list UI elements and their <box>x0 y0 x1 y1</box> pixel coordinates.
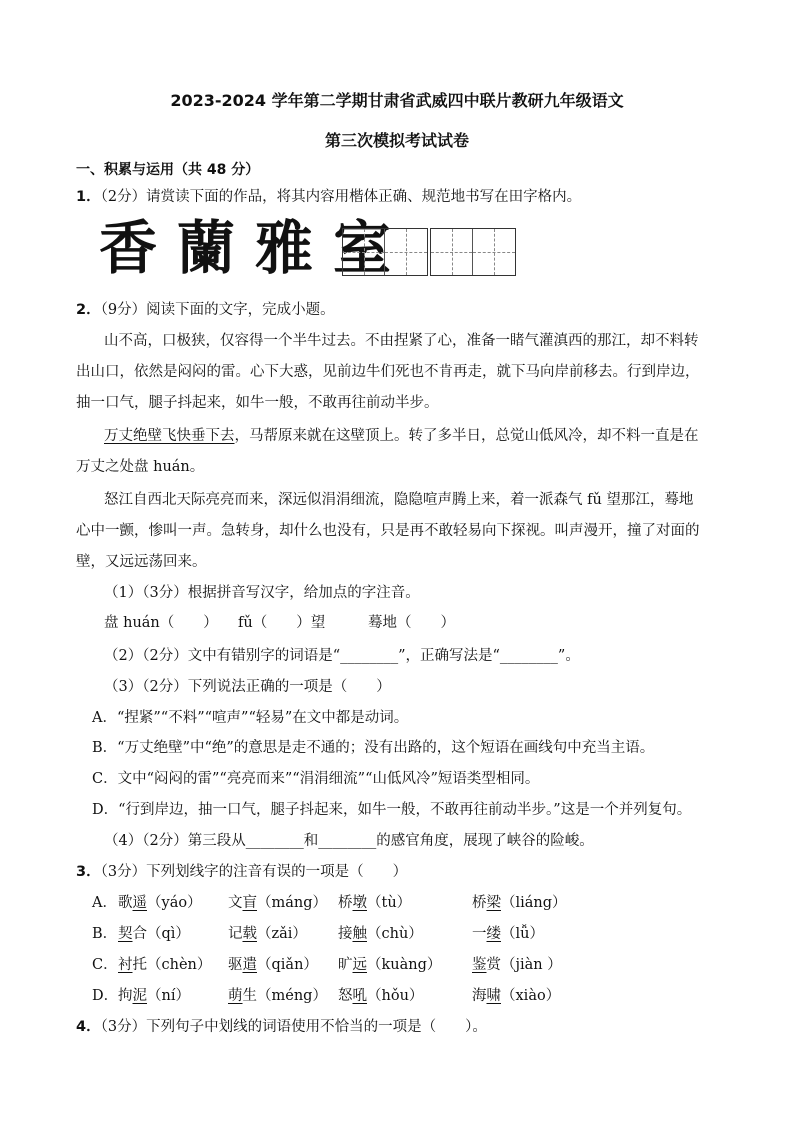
question-1 <box>76 187 581 207</box>
passage-line: 壁，又远远荡回来。 <box>76 554 207 570</box>
q3-underlined-char: 缕 <box>486 926 501 942</box>
q3-underlined-char: 鉴 <box>472 957 487 973</box>
q3-pinyin: （yáo） <box>147 895 202 911</box>
question-1-text: （2分）请赏读下面的作品，将其内容用楷体正确、规范地书写在田字格内。 <box>100 189 582 205</box>
question-2 <box>76 300 335 320</box>
q3-pinyin: 赏（jiàn ） <box>486 957 562 973</box>
pinyin-blank-2[interactable]: fǔ（ ）望 <box>238 615 326 631</box>
question-3-text: （3分）下列划线字的注音有误的一项是（ ） <box>100 864 408 880</box>
q3-word <box>228 924 307 944</box>
q3-pinyin: （ní） <box>147 988 190 1004</box>
q3-word-part: 驱 <box>228 957 243 973</box>
q3-word <box>472 924 544 944</box>
question-3-number: 3． <box>76 864 101 880</box>
q3-pinyin: （zǎi） <box>257 926 307 942</box>
sub-question-2[interactable]: （2）（2分）文中有错别字的词语是“________”，正确写法是“________”。 <box>104 648 580 664</box>
q3-underlined-char: 啸 <box>486 988 501 1004</box>
sub-question-1: （1）（3分）根据拼音写汉字，给加点的字注音。 <box>104 585 420 601</box>
q3-word-part: 接 <box>338 926 353 942</box>
q3-pinyin: （kuàng） <box>367 957 442 973</box>
exam-title-line1: 2023-2024 学年第二学期甘肃省武威四中联片教研九年级语文 <box>170 91 624 110</box>
q3-word-part: 记 <box>228 926 243 942</box>
tianzige-grid-2[interactable] <box>430 228 516 276</box>
q3-word <box>472 955 562 975</box>
tianzige-grid-1[interactable] <box>342 228 428 276</box>
section-heading: 一、积累与运用（共 48 分） <box>76 162 260 178</box>
question-2-text: （9分）阅读下面的文字，完成小题。 <box>100 302 335 318</box>
q3-pinyin: （liáng） <box>501 895 567 911</box>
q3-underlined-char: 墩 <box>352 895 367 911</box>
q3-underlined-char: 远 <box>352 957 367 973</box>
q3-pinyin: （hǒu） <box>367 988 424 1004</box>
q3-word <box>338 893 411 913</box>
q3-underlined-char: 盲 <box>242 895 257 911</box>
q3-underlined-char: 遥 <box>132 895 147 911</box>
q3-underlined-char: 吼 <box>352 988 367 1004</box>
question-3 <box>76 862 407 882</box>
q3-option-label[interactable]: D． <box>92 988 119 1004</box>
q3-pinyin: 生（méng） <box>242 988 327 1004</box>
q3-word-part: 旷 <box>338 957 353 973</box>
calligraphy-char-4: 室 <box>332 214 391 282</box>
q3-word <box>118 986 190 1006</box>
grid-cell[interactable] <box>431 229 473 275</box>
option-c[interactable]: C．文中“闷闷的雷”“亮亮而来”“涓涓细流”“山低风冷”短语类型相同。 <box>92 771 540 787</box>
passage-line: 山不高，口极狭，仅容得一个半牛过去。不由捏紧了心，准备一睹气灌滇西的那江，却不料转 <box>104 333 699 349</box>
option-d[interactable]: D．“行到岸边，抽一口气，腿子抖起来，如牛一般，不敢再往前动半步。”这是一个并列复句。 <box>92 802 692 818</box>
grid-cell[interactable] <box>343 229 385 275</box>
passage-line: 心中一颤，惨叫一声。急转身，却什么也没有，只是再不敢轻易向下探视。叫声漫开，撞了对面的 <box>76 523 700 539</box>
q3-underlined-char: 触 <box>352 926 367 942</box>
passage-line: 怒江自西北天际亮亮而来，深远似涓涓细流，隐隐喧声腾上来，着一派森气 fǔ 望那江，蓦地 <box>104 492 694 508</box>
q3-word-part: 海 <box>472 988 487 1004</box>
q3-word <box>228 986 327 1006</box>
q3-word <box>338 924 423 944</box>
q3-underlined-char: 遣 <box>242 957 257 973</box>
q3-word-part: 拘 <box>118 988 133 1004</box>
q3-word-part: 歌 <box>118 895 133 911</box>
q3-word-part: 桥 <box>472 895 487 911</box>
q3-word-part: 一 <box>472 926 487 942</box>
q3-underlined-char: 梁 <box>486 895 501 911</box>
q3-option-label[interactable]: C． <box>92 957 118 973</box>
q3-word <box>338 986 423 1006</box>
passage-line: 抽一口气，腿子抖起来，如牛一般，不敢再往前动半步。 <box>76 395 439 411</box>
q3-word <box>472 986 560 1006</box>
passage-line: 万丈之处盘 huán。 <box>76 459 205 475</box>
passage-line: 出山口，依然是闷闷的雷。心下大惑，见前边牛们死也不肯再走，就下马向岸前移去。行到岸边， <box>76 364 700 380</box>
calligraphy-char-1: 香 <box>98 214 157 282</box>
calligraphy-char-2: 蘭 <box>176 214 235 282</box>
q3-word <box>118 893 202 913</box>
question-4-text: （3分）下列句子中划线的词语使用不恰当的一项是（ ）。 <box>100 1019 487 1035</box>
q3-word <box>118 955 211 975</box>
q3-underlined-char: 契 <box>118 926 133 942</box>
question-2-number: 2． <box>76 302 101 318</box>
q3-word <box>472 893 567 913</box>
q3-word <box>228 893 327 913</box>
option-b[interactable]: B．“万丈绝壁”中“绝”的意思是走不通的；没有出路的，这个短语在画线句中充当主语。 <box>92 740 655 756</box>
q3-word <box>118 924 190 944</box>
exam-title-line2: 第三次模拟考试试卷 <box>324 131 469 150</box>
q3-option-label[interactable]: B． <box>92 926 118 942</box>
underlined-sentence: 万丈绝壁飞快垂下去 <box>104 428 235 444</box>
q3-underlined-char: 泥 <box>132 988 147 1004</box>
q3-underlined-char: 衬 <box>118 957 133 973</box>
q3-pinyin: （chù） <box>367 926 423 942</box>
calligraphy-char-3: 雅 <box>254 214 313 282</box>
q3-pinyin: （tù） <box>367 895 412 911</box>
q3-pinyin: （xiào） <box>501 988 561 1004</box>
q3-option-label[interactable]: A． <box>92 895 117 911</box>
q3-pinyin: （qiǎn） <box>257 957 318 973</box>
grid-cell[interactable] <box>385 229 427 275</box>
grid-cell[interactable] <box>473 229 515 275</box>
q3-pinyin: 合（qì） <box>132 926 190 942</box>
q3-underlined-char: 载 <box>242 926 257 942</box>
option-a[interactable]: A．“捏紧”“不料”“喧声”“轻易”在文中都是动词。 <box>92 710 409 726</box>
q3-pinyin: （lǚ） <box>501 926 544 942</box>
q3-pinyin: 托（chèn） <box>132 957 212 973</box>
question-1-number: 1． <box>76 189 101 205</box>
q3-word-part: 怒 <box>338 988 353 1004</box>
q3-word-part: 文 <box>228 895 243 911</box>
sub-question-3: （3）（2分）下列说法正确的一项是（ ） <box>104 679 391 695</box>
q3-word-part: 桥 <box>338 895 353 911</box>
sub-question-4[interactable]: （4）（2分）第三段从________和________的感官角度，展现了峡谷的险峻。 <box>104 833 594 849</box>
q3-underlined-char: 萌 <box>228 988 243 1004</box>
pinyin-blank-3[interactable]: 蓦地（ ） <box>368 615 455 631</box>
question-4 <box>76 1017 487 1037</box>
passage-text: ，马帮原来就在这壁顶上。转了多半日，总觉山低风冷，却不料一直是在 <box>234 428 699 444</box>
q3-word <box>338 955 441 975</box>
pinyin-blank-1[interactable]: 盘 huán（ ） <box>104 615 218 631</box>
q3-pinyin: （máng） <box>257 895 328 911</box>
q3-word <box>228 955 318 975</box>
passage-line <box>104 426 699 446</box>
question-4-number: 4． <box>76 1019 101 1035</box>
